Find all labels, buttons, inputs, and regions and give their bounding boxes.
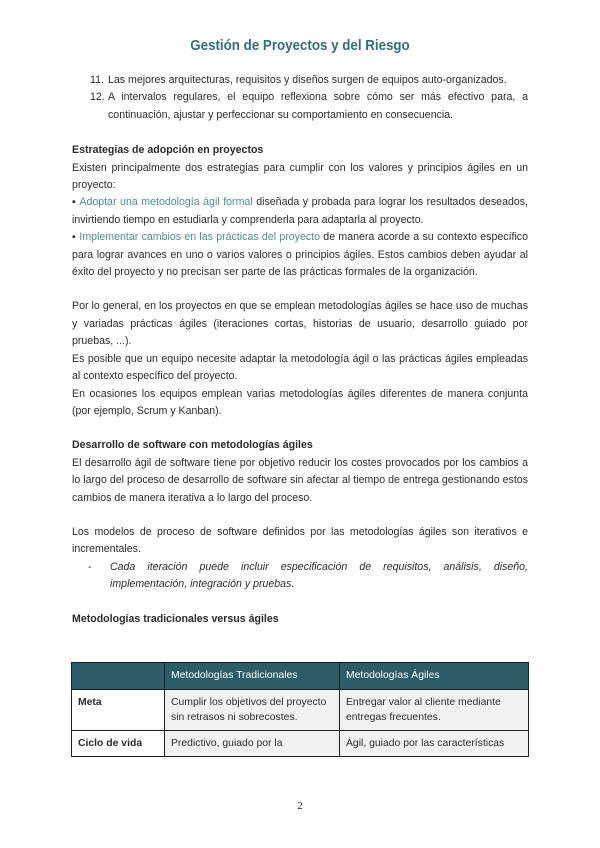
table-cell: Entregar valor al cliente mediante entregas frecuentes. bbox=[340, 690, 529, 731]
table-cell: Cumplir los objetivos del proyecto sin retrasos ni sobrecostes. bbox=[165, 690, 340, 731]
table-header-cell: Metodologías Tradicionales bbox=[165, 663, 340, 690]
strategies-intro: Existen principalmente dos estrategias para cumplir con los valores y principios ágiles en un proyecto: bbox=[72, 161, 528, 192]
body-content bbox=[72, 72, 528, 628]
strategy-text: diseñada y probada para lograr los resultados deseados, invirtiendo tiempo en estudiarla y comprenderla para adaptarla al proyecto. bbox=[72, 196, 528, 226]
strategy-link-formal[interactable]: Adoptar una metodología ágil formal bbox=[79, 196, 253, 209]
table-header-cell: Metodologías Ágiles bbox=[340, 663, 529, 690]
list-item-text: Las mejores arquitecturas, requisitos y diseños surgen de equipos auto-organizados. bbox=[108, 74, 507, 86]
development-paragraph-2: Los modelos de proceso de software definidos por las metodologías ágiles son iterativos e incrementales. bbox=[72, 525, 528, 556]
table-cell: Ágil, guiado por las características bbox=[340, 731, 529, 757]
comparison-table bbox=[71, 662, 529, 757]
section-heading-strategies: Estrategias de adopción en proyectos bbox=[72, 144, 264, 157]
row-label: Ciclo de vida bbox=[72, 731, 165, 757]
page-title: Gestión de Proyectos y del Riesgo bbox=[190, 38, 410, 54]
row-label: Meta bbox=[72, 690, 165, 731]
general-paragraph-3: En ocasiones los equipos emplean varias metodologías ágiles diferentes de manera conjunta (por ejemplo, Scrum y Kanban). bbox=[72, 387, 528, 417]
strategy-bullet-1 bbox=[72, 194, 528, 229]
dash-mark: - bbox=[88, 560, 92, 573]
list-item bbox=[72, 89, 528, 124]
development-paragraph-1: El desarrollo ágil de software tiene por objetivo reducir los costes provocados por los cambios a lo largo del proceso de desarrollo de software sin afectar al tiempo de entrega gestionando estos cambios de manera iterativa a lo largo del proceso. bbox=[72, 456, 528, 504]
section-heading-comparison: Metodologías tradicionales versus ágiles bbox=[72, 612, 279, 625]
strategy-text: de manera acorde a su contexto específico para lograr avances en uno o varios valores o principios ágiles. Estos cambios deben ayudar al éxito del proyecto y no precisan ser parte de las prácticas formales de la organización. bbox=[72, 231, 528, 279]
list-item-text: A intervalos regulares, el equipo reflexiona sobre cómo ser más efectivo para, a continuación, ajustar y perfeccionar su comportamiento en consecuencia. bbox=[108, 91, 528, 121]
section-heading-development: Desarrollo de software con metodologías ágiles bbox=[72, 439, 313, 452]
principles-list bbox=[72, 72, 528, 124]
strategy-link-changes[interactable]: Implementar cambios en las prácticas del proyecto bbox=[79, 231, 320, 244]
table-header-row bbox=[72, 663, 529, 690]
table-row bbox=[72, 731, 529, 757]
page-number: 2 bbox=[297, 800, 303, 812]
dash-list-item bbox=[88, 559, 528, 594]
dash-item-text: Cada iteración puede incluir especificación de requisitos, análisis, diseño, implementación, integración y pruebas. bbox=[110, 560, 528, 591]
table-header-cell bbox=[72, 663, 165, 690]
list-item-number: 11. bbox=[90, 74, 104, 86]
table-row bbox=[72, 690, 529, 731]
table-cell: Predictivo, guiado por la bbox=[165, 731, 340, 757]
strategy-bullet-2 bbox=[72, 229, 528, 281]
list-item-number: 12. bbox=[90, 91, 105, 104]
bullet-mark: ▪ bbox=[72, 231, 80, 244]
bullet-mark: ▪ bbox=[72, 196, 80, 209]
general-paragraph-2: Es posible que un equipo necesite adaptar la metodología ágil o las prácticas ágiles empleadas al contexto específico del proyecto. bbox=[72, 352, 528, 383]
general-paragraph-1: Por lo general, en los proyectos en que se emplean metodologías ágiles se hace uso de muchas y variadas prácticas ágiles (iteraciones cortas, historias de usuario, desarrollo guiado por pruebas, ...). bbox=[72, 300, 528, 348]
list-item bbox=[72, 72, 528, 89]
